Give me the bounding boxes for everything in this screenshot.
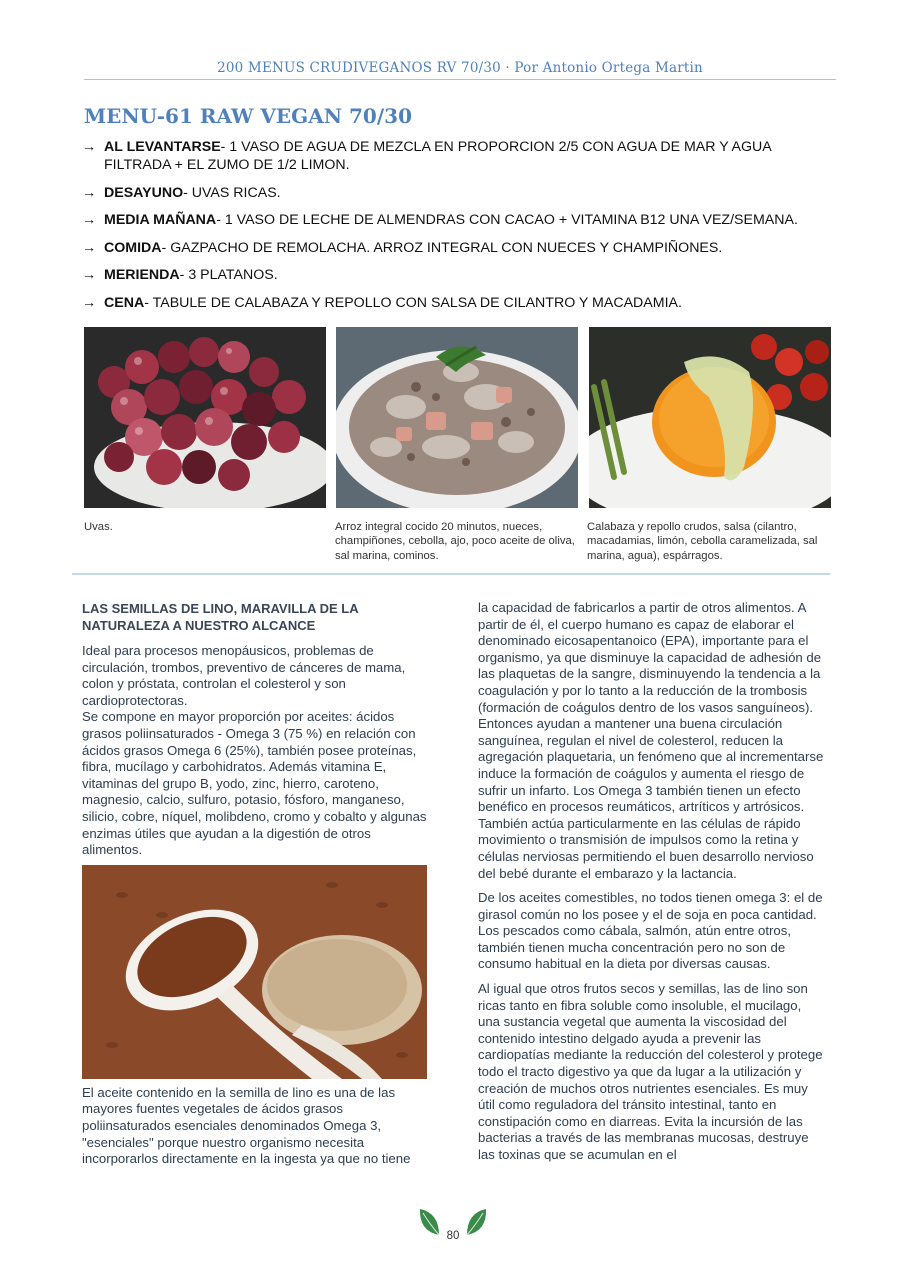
leaf-icon (463, 1205, 489, 1242)
article-paragraph: Al igual que otros frutos secos y semillas, las de lino son ricas tanto en fibra soluble como insoluble, el mucilago, una sustancia vegetal que aumenta la viscosidad del contenido intestino delgado ayuda a prevenir las cardiopatías mediante la reducción del colesterol y protege todo el tracto digestivo ya que da lugar a la utilización y creación de muchos otros nutrientes esenciales. Es muy útil como reguladora del tránsito intestinal, tanto en constipación como en diarreas. Evita la incursión de las bacterias a través de las membranas mucosas, destruye las toxinas que se acumulan en el (478, 981, 823, 1162)
menu-item-label: DESAYUNO (104, 184, 184, 201)
arrow-icon: → (82, 212, 97, 228)
menu-item-comida (82, 239, 822, 257)
rice-dish-photo (336, 327, 578, 508)
running-header: 200 MENUS CRUDIVEGANOS RV 70/30 · Por Antonio Ortega Martin (217, 60, 703, 76)
menu-item-text: - 3 PLATANOS. (179, 267, 278, 283)
article-title: LAS SEMILLAS DE LINO, MARAVILLA DE LA NATURALEZA A NUESTRO ALCANCE (82, 601, 359, 633)
menu-item-text: - 1 VASO DE AGUA DE MEZCLA EN PROPORCION 2/5 CON AGUA DE MAR Y AGUA FILTRADA + EL ZUMO DE 1/2 LIMON. (104, 139, 771, 173)
photo-caption-grapes: Uvas. (84, 521, 113, 533)
menu-item-desayuno (82, 184, 822, 202)
menu-item-label: CENA (104, 294, 145, 311)
header-divider (84, 79, 836, 80)
pumpkin-tabbouleh-photo (589, 327, 831, 508)
arrow-icon: → (82, 139, 97, 155)
article-left-column (82, 600, 427, 1168)
menu-item-label: MERIENDA (104, 267, 180, 283)
flax-seeds-photo (82, 865, 427, 1079)
article-right-column (478, 600, 826, 1172)
grapes-photo (84, 327, 326, 508)
article-paragraph: Se compone en mayor proporción por aceites: ácidos grasos poliinsaturados - Omega 3 (75 %) en relación con ácidos grasos Omega 6 (25%), también posee proteínas, fibra, mucílago y carbohidratos. Además vitamina E, vitaminas del grupo B, yodo, zinc, hierro, caroteno, magnesio, calcio, sulfuro, potasio, fósforo, manganeso, silicio, cobre, níquel, molibdeno, cromo y cobalto y algunas enzimas útiles que ayudan a la digestión de otros alimentos. (82, 709, 427, 858)
arrow-icon: → (82, 239, 97, 256)
menu-item-merienda (82, 266, 822, 284)
menu-item-label: MEDIA MAÑANA (104, 212, 217, 228)
article-paragraph: Ideal para procesos menopáusicos, problemas de circulación, trombos, preventivo de cánceres de mama, colon y próstata, controlan el colesterol y son cardioprotectoras. (82, 643, 406, 708)
page-number: 80 (446, 1230, 460, 1242)
article-paragraph: El aceite contenido en la semilla de lino es una de las mayores fuentes vegetales de ácidos grasos poliinsaturados esenciales denominados Omega 3, "esenciales" porque nuestro organismo necesita incorporarlos directamente en la ingesta ya que no tiene (82, 1084, 411, 1167)
menu-item-media-manana (82, 211, 822, 229)
menu-item-label: COMIDA (104, 239, 162, 256)
menu-item-label: AL LEVANTARSE (104, 139, 221, 155)
menu-title: MENU-61 RAW VEGAN 70/30 (84, 104, 412, 128)
menu-item-text: - 1 VASO DE LECHE DE ALMENDRAS CON CACAO + VITAMINA B12 UNA VEZ/SEMANA. (216, 212, 798, 228)
menu-item-cena (82, 294, 822, 312)
photo-caption-rice: Arroz integral cocido 20 minutos, nueces, champiñones, cebolla, ajo, poco aceite de oliva, sal marina, cominos. (335, 521, 575, 562)
menu-item-text: - TABULE DE CALABAZA Y REPOLLO CON SALSA DE CILANTRO Y MACADAMIA. (144, 294, 682, 311)
arrow-icon: → (82, 267, 97, 283)
article-paragraph: la capacidad de fabricarlos a partir de otros alimentos. A partir de él, el cuerpo humano es capaz de elaborar el denominado eicosapentanoico (EPA), importante para el organismo, ya que disminuye la capacidad de adhesión de las plaquetas de la sangre, disminuyendo la tendencia a la coagulación y por lo tanto a la reducción de la trombosis (formación de coágulos dentro de los vasos sanguíneos). Entonces ayudan a mantener una buena circulación sanguínea, regulan el nivel de colesterol, reducen la agregación plaquetaria, un fenómeno que al incrementarse induce la formación de coágulos y aumenta el riesgo de sufrir un infarto. Los Omega 3 también tienen un efecto benéfico en procesos reumáticos, artríticos y artrósicos. También actúa particularmente en las células de rápido movimiento o transmisión de impulsos como la retina y células nerviosas permitiendo el buen desarrollo nervioso del bebé durante el embarazo y la lactancia. (478, 600, 824, 881)
menu-item-al-levantarse (82, 138, 822, 174)
menu-item-text: - GAZPACHO DE REMOLACHA. ARROZ INTEGRAL CON NUECES Y CHAMPIÑONES. (161, 239, 723, 256)
arrow-icon: → (82, 294, 97, 311)
menu-item-text: - UVAS RICAS. (183, 184, 281, 201)
arrow-icon: → (82, 184, 97, 201)
article-paragraph: De los aceites comestibles, no todos tienen omega 3: el de girasol común no los posee y el de soja en poca cantidad. Los pescados como cábala, salmón, atún entre otros, también tienen mucha concentración pero no son de consumo habitual en la dieta por diversas causas. (478, 890, 823, 972)
photo-caption-pumpkin: Calabaza y repollo crudos, salsa (cilantro, macadamias, limón, cebolla caramelizada, sal marina, agua), espárragos. (587, 521, 818, 562)
section-divider (72, 573, 830, 575)
menu-list (82, 138, 822, 321)
